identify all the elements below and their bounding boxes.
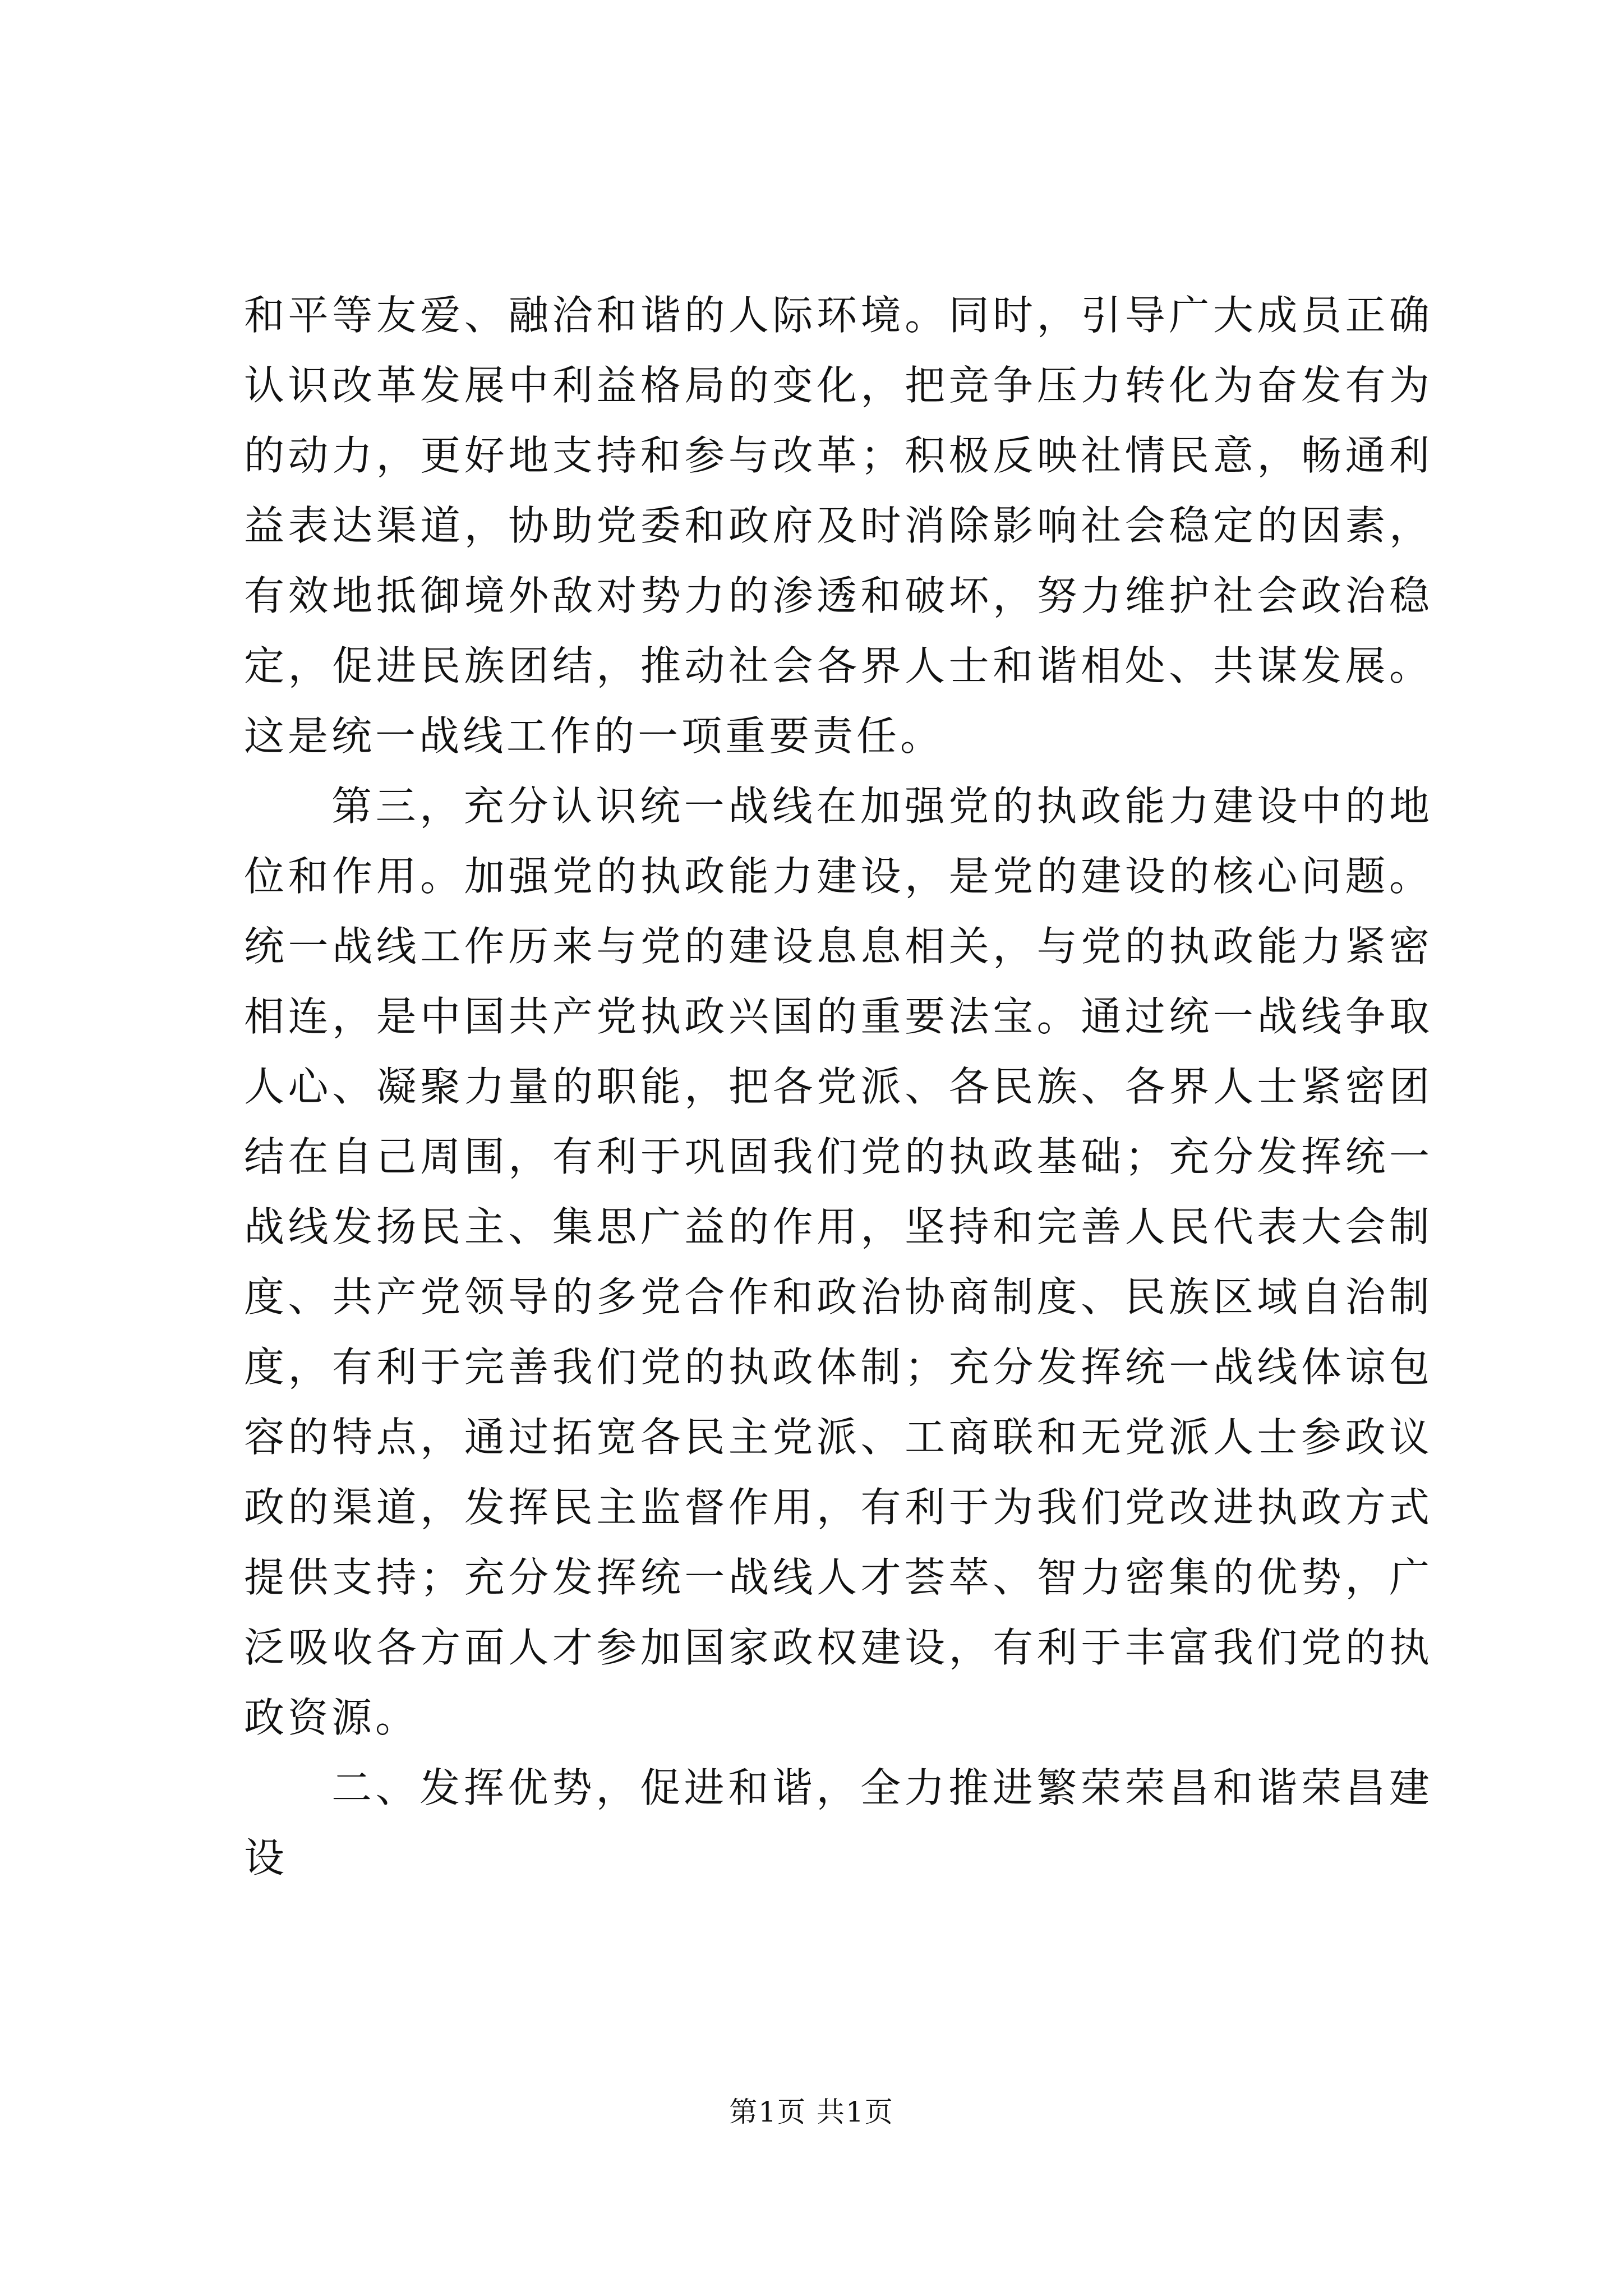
document-body [244,280,1433,1893]
section-heading-2: 二、发挥优势，促进和谐，全力推进繁荣荣昌和谐荣昌建设 [244,1764,1433,1881]
paragraph-1: 和平等友爱、融洽和谐的人际环境。同时，引导广大成员正确认识改革发展中利益格局的变化，把竞争压力转化为奋发有为的动力，更好地支持和参与改革；积极反映社情民意，畅通利益表达渠道，协助党委和政府及时消除影响社会稳定的因素，有效地抵御境外敌对势力的渗透和破坏，努力维护社会政治稳定，促进民族团结，推动社会各界人士和谐相处、共谋发展。这是统一战线工作的一项重要责任。 [244,292,1433,760]
paragraph-2: 第三，充分认识统一战线在加强党的执政能力建设中的地位和作用。加强党的执政能力建设，是党的建设的核心问题。统一战线工作历来与党的建设息息相关，与党的执政能力紧密相连，是中国共产党执政兴国的重要法宝。通过统一战线争取人心、凝聚力量的职能，把各党派、各民族、各界人士紧密团结在自己周围，有利于巩固我们党的执政基础；充分发挥统一战线发扬民主、集思广益的作用，坚持和完善人民代表大会制度、共产党领导的多党合作和政治协商制度、民族区域自治制度，有利于完善我们党的执政体制；充分发挥统一战线体谅包容的特点，通过拓宽各民主党派、工商联和无党派人士参政议政的渠道，发挥民主监督作用，有利于为我们党改进执政方式提供支持；充分发挥统一战线人才荟萃、智力密集的优势，广泛吸收各方面人才参加国家政权建设，有利于丰富我们党的执政资源。 [244,783,1433,1741]
page-number-footer: 第1页 共1页 [729,2096,894,2128]
